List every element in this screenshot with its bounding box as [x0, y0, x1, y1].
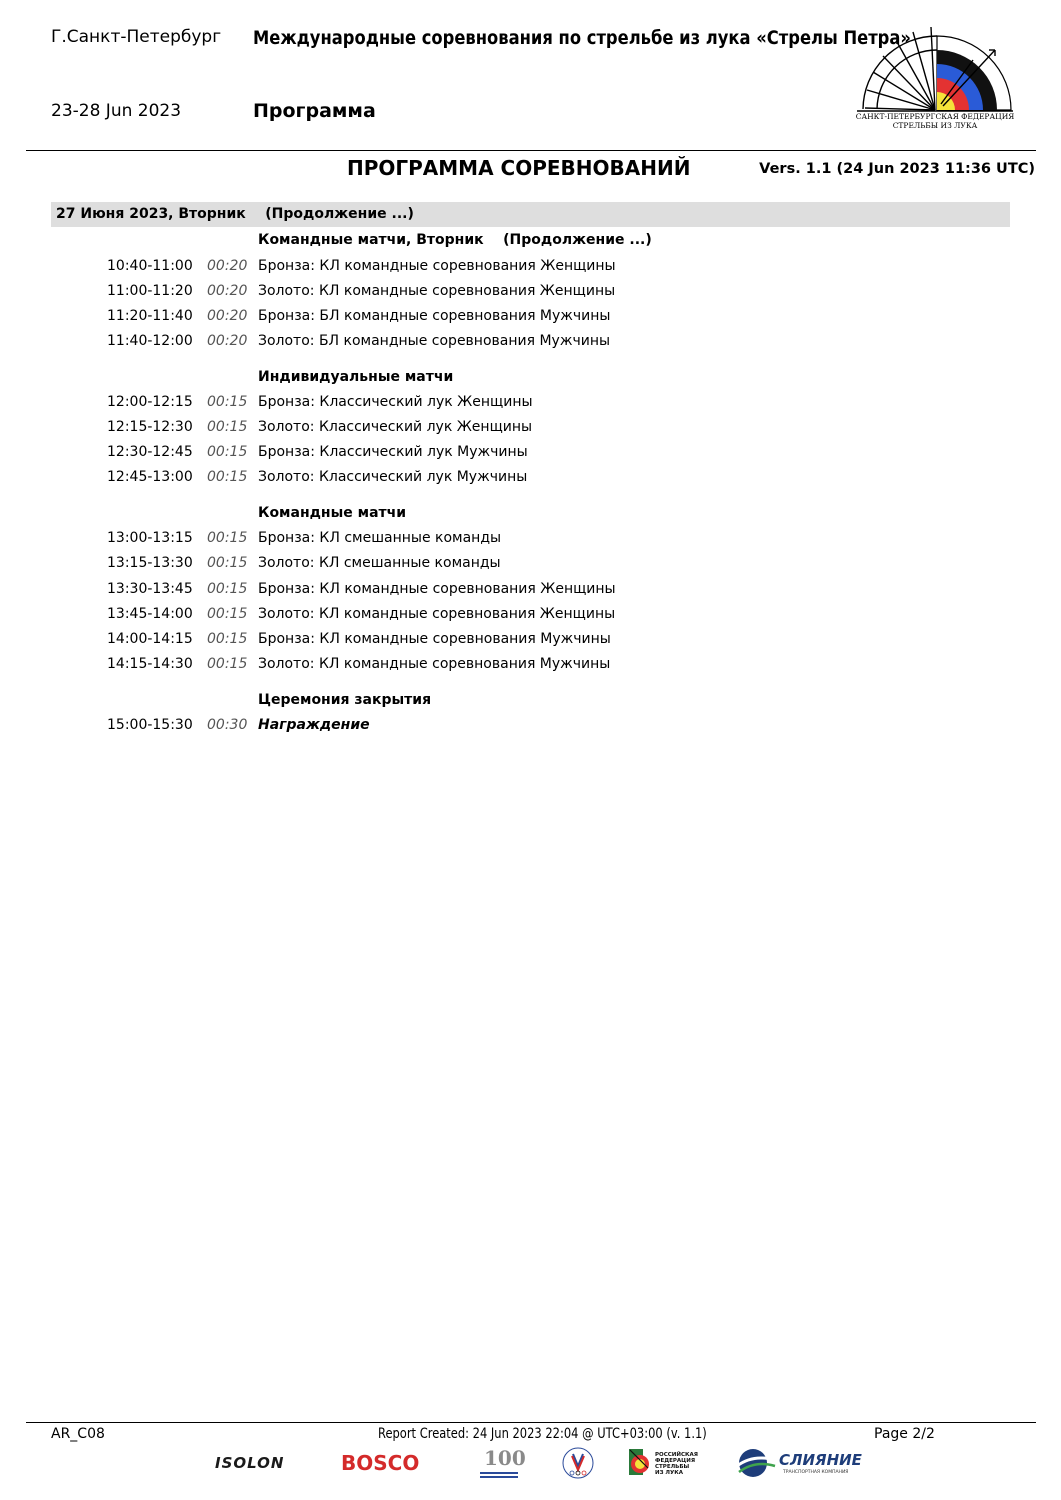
- row-time: 13:45-14:00: [107, 606, 193, 622]
- row-description: Бронза: БЛ командные соревнования Мужчины: [258, 308, 611, 324]
- row-time: 12:30-12:45: [107, 444, 193, 460]
- group-title: Командные матчи: [258, 505, 407, 521]
- row-description: Бронза: КЛ командные соревнования Мужчины: [258, 631, 611, 647]
- row-duration: 00:15: [207, 606, 248, 622]
- federation-logo: [855, 20, 1015, 132]
- row-description: Золото: Классический лук Женщины: [258, 419, 533, 435]
- document-type: Программа: [253, 100, 376, 122]
- version-label: Vers. 1.1 (24 Jun 2023 11:36 UTC): [759, 161, 1035, 177]
- row-time: 12:15-12:30: [107, 419, 193, 435]
- row-description: Золото: КЛ командные соревнования Мужчины: [258, 656, 611, 672]
- logo-caption-line2: СТРЕЛЬБЫ ИЗ ЛУКА: [892, 121, 978, 130]
- header-divider: [26, 150, 1036, 151]
- report-created: Report Created: 24 Jun 2023 22:04 @ UTC+03:00 (v. 1.1): [378, 1426, 707, 1442]
- row-duration: 00:15: [207, 419, 248, 435]
- archery-federation-icon: [626, 1446, 654, 1480]
- sponsor-rfsl-logo: [626, 1446, 699, 1480]
- row-duration: 00:15: [207, 631, 248, 647]
- sliyanie-subtext: ТРАНСПОРТНАЯ КОМПАНИЯ: [783, 1470, 849, 1475]
- row-time: 11:40-12:00: [107, 333, 193, 349]
- group-title: Индивидуальные матчи: [258, 369, 454, 385]
- target-arc-icon: [855, 20, 1015, 112]
- sponsor-olympic-logo: [558, 1446, 598, 1480]
- row-duration: 00:20: [207, 308, 248, 324]
- row-description: Бронза: КЛ командные соревнования Женщины: [258, 581, 616, 597]
- rfsl-text: РОССИЙСКАЯ ФЕДЕРАЦИЯ СТРЕЛЬБЫ ИЗ ЛУКА: [655, 1452, 699, 1476]
- row-description: Бронза: Классический лук Женщины: [258, 394, 533, 410]
- row-time: 13:00-13:15: [107, 530, 193, 546]
- logo-caption-line1: САНКТ-ПЕТЕРБУРГСКАЯ ФЕДЕРАЦИЯ: [855, 112, 1015, 121]
- row-description: Золото: КЛ командные соревнования Женщины: [258, 283, 616, 299]
- row-time: 12:45-13:00: [107, 469, 193, 485]
- row-duration: 00:30: [207, 717, 248, 733]
- footer-divider: [26, 1422, 1036, 1423]
- day-header: [51, 202, 1010, 227]
- ministry-underline: [480, 1472, 518, 1474]
- row-time: 11:00-11:20: [107, 283, 193, 299]
- event-title: Международные соревнования по стрельбе из лука «Стрелы Петра»: [253, 27, 911, 49]
- ministry-underline: [480, 1476, 518, 1478]
- sponsor-bosco-text: BOSCO: [341, 1451, 420, 1475]
- row-duration: 00:15: [207, 394, 248, 410]
- sliyanie-text: СЛИЯНИЕ: [779, 1451, 862, 1469]
- row-duration: 00:15: [207, 530, 248, 546]
- sponsor-ministry-logo: [478, 1446, 526, 1480]
- row-time: 12:00-12:15: [107, 394, 193, 410]
- event-dates: 23-28 Jun 2023: [51, 101, 182, 121]
- row-description: Бронза: КЛ смешанные команды: [258, 530, 502, 546]
- row-time: 10:40-11:00: [107, 258, 193, 274]
- report-code: AR_C08: [51, 1426, 105, 1442]
- row-duration: 00:20: [207, 283, 248, 299]
- row-time: 13:30-13:45: [107, 581, 193, 597]
- row-time: 14:00-14:15: [107, 631, 193, 647]
- row-description: Бронза: КЛ командные соревнования Женщины: [258, 258, 616, 274]
- sponsor-bosco-logo: [341, 1446, 436, 1480]
- row-duration: 00:15: [207, 555, 248, 571]
- city-label: Г.Санкт-Петербург: [51, 27, 222, 47]
- row-duration: 00:20: [207, 258, 248, 274]
- sponsor-isolon-text: ISOLON: [215, 1454, 285, 1472]
- row-description: Золото: Классический лук Мужчины: [258, 469, 528, 485]
- sponsor-isolon-logo: [215, 1446, 305, 1480]
- sliyanie-globe-icon: [733, 1446, 777, 1480]
- olympic-emblem-icon: [558, 1446, 598, 1480]
- row-time: 13:15-13:30: [107, 555, 193, 571]
- sponsor-sliyanie-logo: [733, 1446, 862, 1480]
- group-title: Церемония закрытия: [258, 692, 432, 708]
- row-duration: 00:15: [207, 469, 248, 485]
- row-description: Золото: БЛ командные соревнования Мужчины: [258, 333, 611, 349]
- group-title: Командные матчи, Вторник (Продолжение ...): [258, 232, 652, 248]
- page-number: Page 2/2: [874, 1426, 935, 1442]
- sponsor-ministry-text: 100: [484, 1446, 526, 1470]
- row-duration: 00:15: [207, 656, 248, 672]
- row-description: Награждение: [258, 717, 370, 733]
- row-time: 14:15-14:30: [107, 656, 193, 672]
- row-description: Бронза: Классический лук Мужчины: [258, 444, 528, 460]
- row-duration: 00:15: [207, 444, 248, 460]
- row-description: Золото: КЛ командные соревнования Женщины: [258, 606, 616, 622]
- day-header-label: 27 Июня 2023, Вторник (Продолжение ...): [56, 206, 414, 222]
- row-duration: 00:20: [207, 333, 248, 349]
- row-description: Золото: КЛ смешанные команды: [258, 555, 501, 571]
- row-duration: 00:15: [207, 581, 248, 597]
- page-title: ПРОГРАММА СОРЕВНОВАНИЙ: [347, 156, 691, 180]
- row-time: 11:20-11:40: [107, 308, 193, 324]
- row-time: 15:00-15:30: [107, 717, 193, 733]
